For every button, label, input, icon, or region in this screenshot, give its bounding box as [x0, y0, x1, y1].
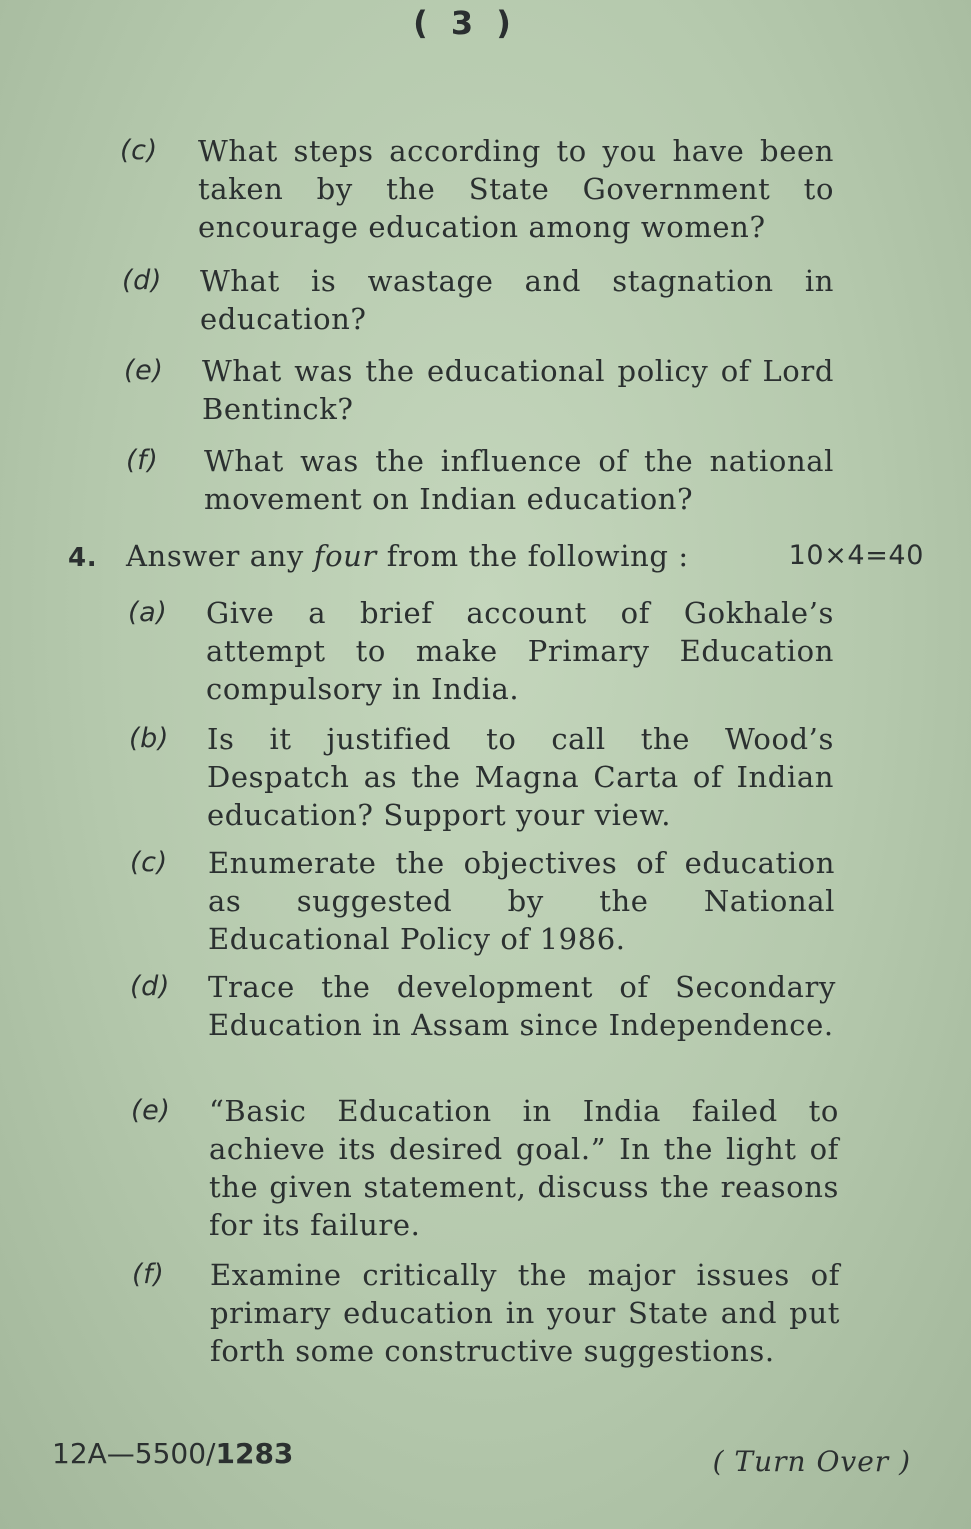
item-text: What was the influence of the national movement on Indian education?	[204, 444, 834, 516]
paper-code-number: 1283	[215, 1437, 294, 1470]
q4-item-d	[130, 968, 836, 1044]
prompt-pre: Answer any	[126, 539, 314, 573]
item-text: Trace the development of Secondary Education in Assam since Independence.	[208, 970, 836, 1042]
item-label: (b)	[129, 723, 170, 754]
item-text: Give a brief account of Gokhale’s attempt to make Primary Education compulsory in India.	[206, 596, 834, 706]
item-label: (c)	[130, 847, 168, 878]
q4-item-a	[128, 594, 834, 708]
item-label: (d)	[122, 265, 163, 296]
item-text: Enumerate the objectives of education as suggested by the National Educational Policy of 1986.	[208, 846, 835, 956]
paper-code-prefix: 12A—5500/	[52, 1437, 216, 1470]
paper-code	[52, 1437, 293, 1470]
turn-over-note: ( Turn Over )	[712, 1445, 911, 1478]
item-text: What steps according to you have been taken by the State Government to encourage education among women?	[198, 134, 834, 244]
q3-item-e	[124, 352, 834, 428]
item-text: What was the educational policy of Lord Bentinck?	[202, 354, 834, 426]
item-label: (f)	[126, 445, 159, 476]
q4-item-f	[132, 1256, 840, 1370]
q4-item-c	[130, 844, 835, 958]
question-4-heading	[68, 536, 928, 578]
item-label: (c)	[120, 135, 158, 166]
q3-item-d	[122, 262, 834, 338]
item-text: “Basic Education in India failed to achieve its desired goal.” In the light of the given statement, discuss the reasons for its failure.	[209, 1094, 839, 1242]
item-text: What is wastage and stagnation in education?	[200, 264, 834, 336]
q4-item-e	[131, 1092, 839, 1244]
item-text: Is it justified to call the Wood’s Despatch as the Magna Carta of Indian education? Support your view.	[207, 722, 834, 832]
item-label: (e)	[131, 1095, 171, 1126]
item-label: (e)	[124, 355, 164, 386]
item-text: Examine critically the major issues of primary education in your State and put forth some constructive suggestions.	[210, 1258, 840, 1368]
q4-item-b	[129, 720, 834, 834]
item-label: (a)	[128, 597, 168, 628]
prompt-emphasis: four	[313, 539, 377, 573]
item-label: (f)	[132, 1259, 165, 1290]
question-number: 4.	[68, 543, 98, 573]
q3-item-c	[120, 132, 834, 246]
page-number: ( 3 )	[413, 4, 517, 42]
marks: 10×4=40	[788, 540, 924, 571]
prompt-post: from the following :	[376, 539, 689, 573]
item-label: (d)	[130, 971, 171, 1002]
q3-item-f	[126, 442, 834, 518]
